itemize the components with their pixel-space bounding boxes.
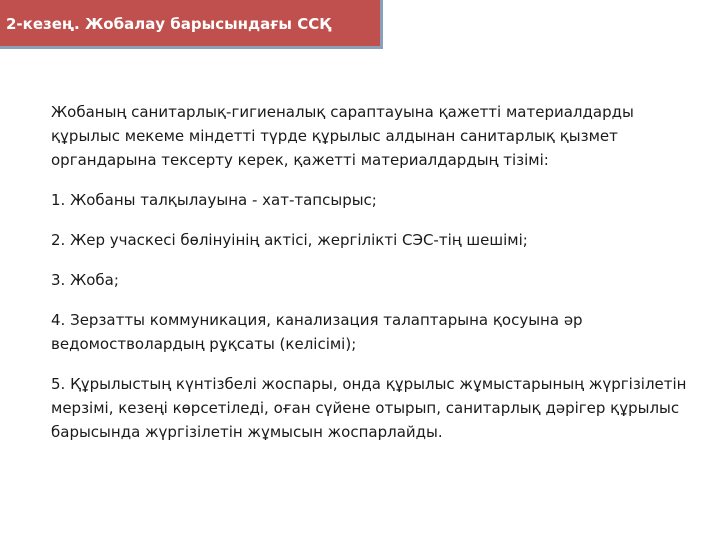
list-item-3: 3. Жоба; [51, 271, 119, 289]
list-item-4: 4. Зерзатты коммуникация, канализация талаптарына қосуына әр ведомостволардың рұқсаты (келісімі); [51, 311, 583, 353]
list-item-2: 2. Жер учаскесі бөлінуінің актісі, жергілікті СЭС-тің шешімі; [51, 231, 528, 249]
list-item-5: 5. Құрылыстың күнтізбелі жоспары, онда құрылыс жұмыстарының жүргізілетін мерзімі, кезеңі көрсетіледі, оған сүйене отырып, санитарлық дәрігер құрылыс барысында жүргізілетін жұмысын жоспарлайды. [51, 375, 687, 441]
slide-body [51, 100, 691, 444]
intro-paragraph: Жобаның санитарлық-гигиеналық сараптауына қажетті материалдарды құрылыс мекеме міндетті түрде құрылыс алдынан санитарлық қызмет органдарына тексерту керек, қажетті материалдардың тізімі: [51, 103, 634, 169]
slide-title-banner [0, 0, 383, 49]
list-item-1: 1. Жобаны талқылауына - хат-тапсырыс; [51, 191, 377, 209]
slide-title: 2-кезең. Жобалау барысындағы ССҚ [6, 15, 331, 33]
